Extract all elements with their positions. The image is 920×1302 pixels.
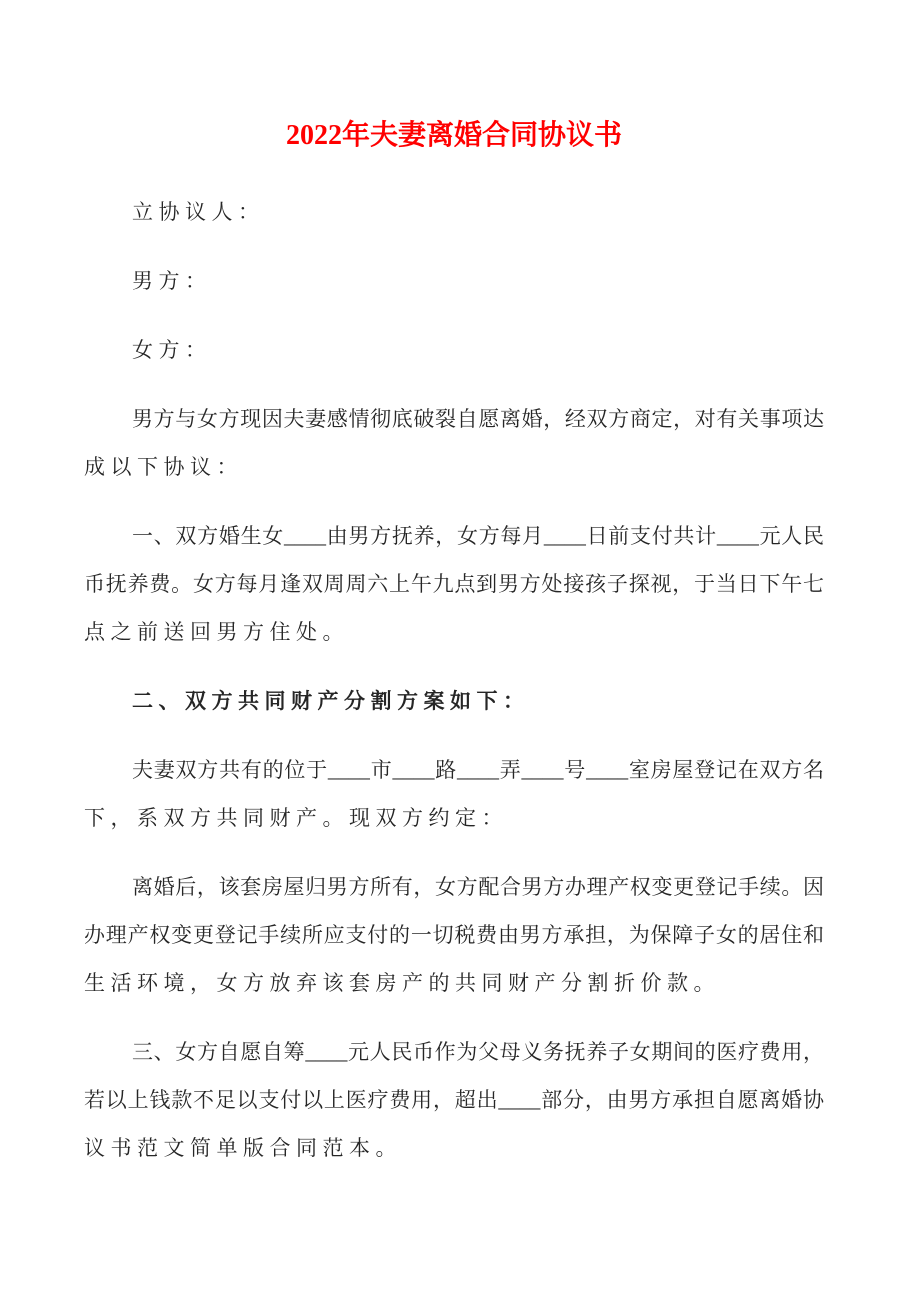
paragraph-line: 男方： [132, 269, 212, 293]
paragraph-wife-label [84, 326, 824, 374]
paragraph-line: 立协议人： [132, 200, 265, 224]
paragraph-line: 夫妻双方共有的位于____市____路____弄____号____室房屋登记在双方名 [132, 758, 824, 782]
paragraph-line: 点之前送回男方住处。 [84, 620, 349, 644]
paragraph-preamble [84, 395, 824, 491]
paragraph-line: 男方与女方现因夫妻感情彻底破裂自愿离婚，经双方商定，对有关事项达 [132, 407, 824, 431]
paragraph-line: 币抚养费。女方每月逢双周周六上午九点到男方处接孩子探视，于当日下午七 [84, 572, 824, 596]
paragraph-line: 离婚后，该套房屋归男方所有，女方配合男方办理产权变更登记手续。因 [132, 875, 824, 899]
paragraph-line: 二、双方共同财产分割方案如下： [132, 689, 530, 713]
paragraph-husband-label [84, 257, 824, 305]
paragraph-line: 议书范文简单版合同范本。 [84, 1136, 402, 1160]
paragraph-clause-1-custody [84, 512, 824, 656]
document-title: 2022年夫妻离婚合同协议书 [285, 120, 622, 151]
paragraph-line: 成以下协议： [84, 455, 243, 479]
paragraph-line: 生活环境，女方放弃该套房产的共同财产分割折价款。 [84, 971, 720, 995]
paragraph-clause-3-medical [84, 1028, 824, 1172]
paragraph-clause-2-heading [84, 677, 824, 725]
paragraph-clause-2-house-transfer [84, 863, 824, 1007]
paragraph-line: 办理产权变更登记手续所应支付的一切税费由男方承担，为保障子女的居住和 [84, 923, 824, 947]
paragraph-line: 一、双方婚生女____由男方抚养，女方每月____日前支付共计____元人民 [132, 524, 824, 548]
paragraph-clause-2-property [84, 746, 824, 842]
paragraph-line: 若以上钱款不足以支付以上医疗费用，超出____部分，由男方承担自愿离婚协 [84, 1088, 824, 1112]
paragraph-line: 女方： [132, 338, 212, 362]
document-body [84, 0, 824, 1193]
paragraph-parties-label [84, 188, 824, 236]
paragraph-line: 下，系双方共同财产。现双方约定： [84, 806, 508, 830]
paragraph-line: 三、女方自愿自筹____元人民币作为父母义务抚养子女期间的医疗费用， [132, 1040, 824, 1064]
